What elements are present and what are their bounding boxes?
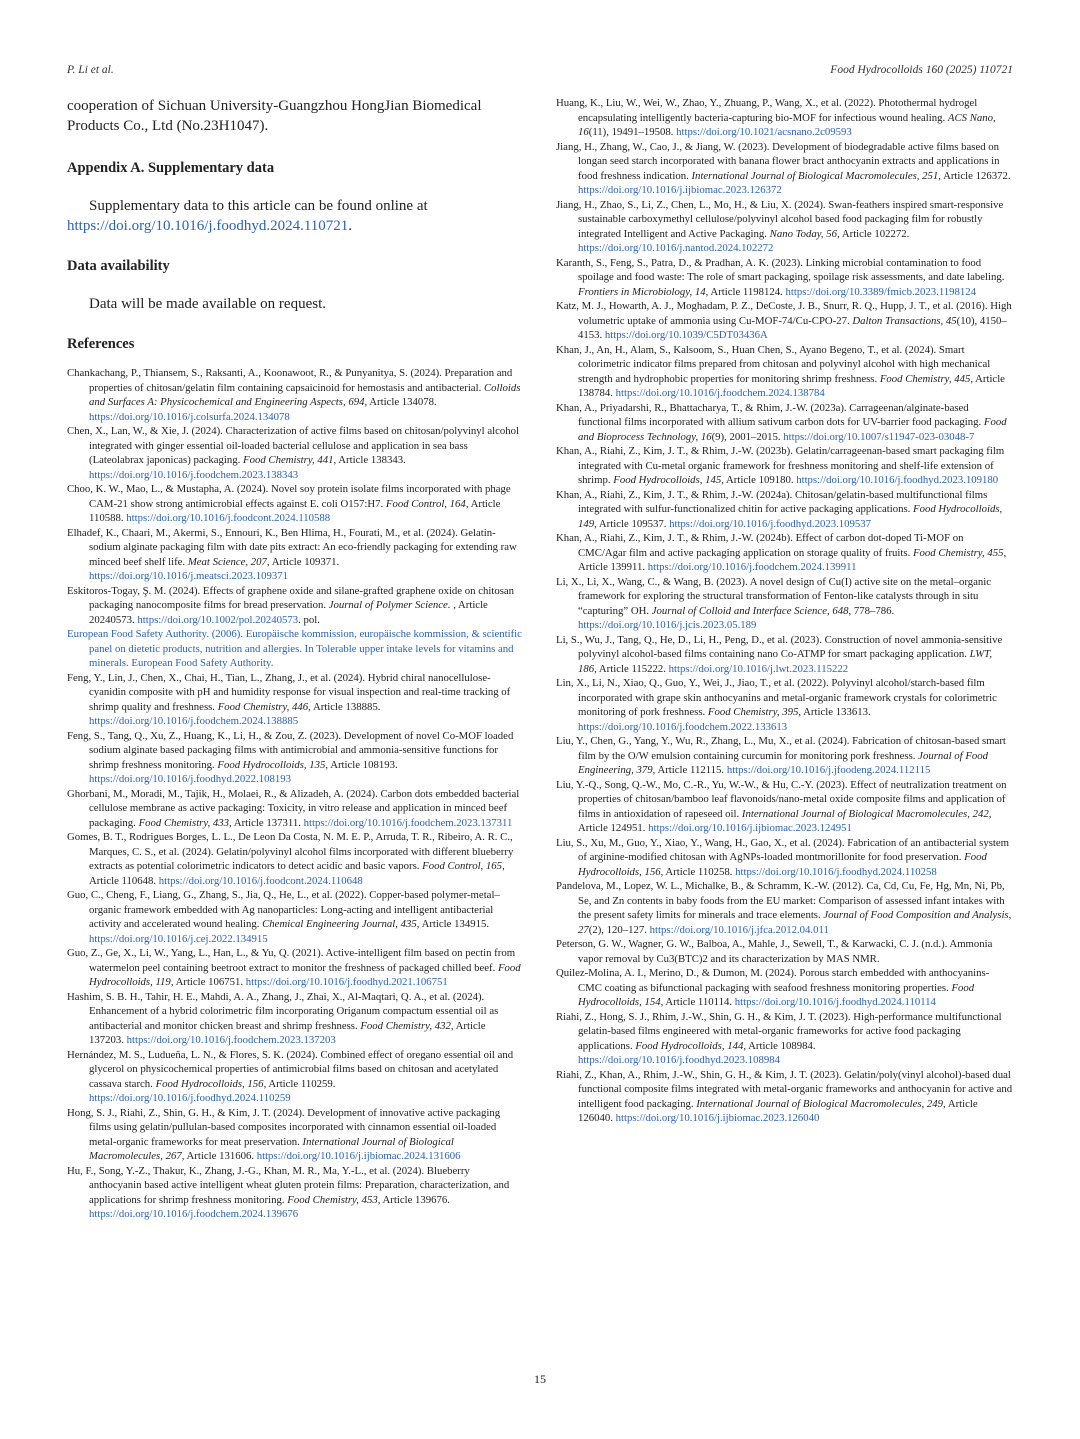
appendix-text-body: Supplementary data to this article can be found online at: [89, 198, 428, 214]
reference-item: [67, 787, 523, 831]
reference-item: [556, 256, 1013, 300]
reference-citation: , Article 109180.: [721, 474, 797, 486]
reference-journal: Food Hydrocolloids, 154: [578, 981, 975, 1008]
reference-text: Eskitoros-Togay, Ş. M. (2024). Effects of graphene oxide and silane-grafted graphene oxide on chitosan packaging nanocomposite films for bread preservation.: [67, 584, 515, 611]
reference-journal: Food Chemistry, 455: [912, 546, 1004, 559]
reference-journal: Nano Today, 56: [769, 227, 838, 240]
reference-doi-link[interactable]: https://doi.org/10.1016/j.cej.2022.134915: [89, 932, 268, 945]
reference-citation: , Article 115222.: [594, 662, 669, 675]
reference-doi-link[interactable]: https://doi.org/10.1016/j.foodchem.2024.138784: [615, 387, 825, 399]
reference-text: Hu, F., Song, Y.-Z., Thakur, K., Zhang, J.-G., Khan, M. R., Ma, Y.-L., et al. (2024). Blueberry anthocyanin based active intelligent wheat gluten protein films: Preparation, characterization, and applications for shrimp freshness monitoring.: [67, 1164, 510, 1206]
reference-journal: Food Chemistry, 453: [287, 1193, 378, 1206]
reference-item: [67, 424, 523, 482]
reference-item: [556, 343, 1013, 401]
left-column: [67, 96, 523, 1222]
reference-item: [556, 401, 1013, 445]
reference-text: Li, X., Li, X., Wang, C., & Wang, B. (2023). A novel design of Cu(I) active site on the metal–organic framework for exploring the structural transformation of Fenton-like catalysts through in situ “capturing” OH.: [556, 575, 992, 617]
reference-journal: Food Chemistry, 446: [217, 700, 309, 713]
reference-item: [67, 1164, 523, 1222]
reference-journal: Food Control, 164: [385, 497, 466, 510]
right-column: [556, 96, 1013, 1126]
reference-text: Khan, A., Priyadarshi, R., Bhattacharya, T., & Rhim, J.-W. (2023a). Carrageenan/alginate-based functional films incorporated with allium sativum carbon dots for UV-barrier food packaging.: [556, 401, 984, 428]
reference-journal: Dalton Transactions, 45: [852, 314, 957, 327]
reference-text: Liu, Y., Chen, G., Yang, Y., Wu, R., Zhang, L., Mu, X., et al. (2024). Fabrication of chitosan-based smart film by the O/W emulsion containing curcumin for monitoring pork freshness.: [556, 735, 1006, 762]
reference-item: [67, 729, 523, 787]
page-number: 15: [534, 1372, 546, 1386]
reference-journal: Food Chemistry, 432: [360, 1019, 451, 1032]
reference-journal: Journal of Food Composition and Analysis, 27: [578, 909, 1012, 936]
reference-citation: , Article 131606.: [181, 1150, 257, 1162]
appendix-text-tail: .: [348, 218, 353, 234]
reference-text: Elhadef, K., Chaari, M., Akermi, S., Ennouri, K., Ben Hlima, H., Fourati, M., et al. (2024). Gelatin-sodium alginate packaging film with date pits extract: An eco-friendly packaging for extending raw minced beef shelf life.: [67, 526, 517, 568]
reference-citation: , Article 126040.: [578, 1097, 978, 1124]
reference-item: [556, 575, 1013, 633]
reference-citation: , Article 108193.: [325, 758, 398, 771]
reference-journal: Journal of Polymer Science.: [328, 599, 451, 611]
reference-item: [556, 778, 1013, 836]
reference-doi-link[interactable]: https://doi.org/10.1016/j.foodhyd.2023.108984: [578, 1054, 780, 1066]
reference-citation: , Article 138784.: [578, 372, 1005, 399]
reference-text: Li, S., Wu, J., Tang, Q., He, D., Li, H., Peng, D., et al. (2023). Construction of novel ammonia-sensitive polyvinyl alcohol-based films containing nano Co-ATMP for smart packaging application.: [556, 633, 1003, 660]
reference-text: Karanth, S., Feng, S., Patra, D., & Pradhan, A. K. (2023). Linking microbial contamination to food spoilage and food waste: The role of smart packaging, spoilage risk assessments, and date labeling.: [556, 256, 1005, 283]
reference-item: [556, 140, 1013, 198]
reference-journal: LWT, 186: [578, 648, 993, 675]
reference-text: Guo, Z., Ge, X., Li, W., Yang, L., Han, L., & Yu, Q. (2021). Active-intelligent film based on pectin from watermelon peel containing beetroot extract to monitor the freshness of packaged chilled beef.: [67, 947, 516, 974]
reference-citation: , Article 106751.: [170, 976, 246, 988]
reference-doi-link[interactable]: https://doi.org/10.1016/j.foodhyd.2022.108193: [89, 773, 291, 785]
reference-item: [556, 96, 1013, 140]
reference-item: [556, 879, 1013, 937]
references-heading: References: [67, 336, 135, 352]
reference-doi-link[interactable]: https://doi.org/10.1016/j.foodhyd.2023.109537: [669, 517, 872, 530]
reference-item: [556, 1010, 1013, 1068]
reference-text: Khan, A., Riahi, Z., Kim, J. T., & Rhim, J.-W. (2023b). Gelatin/carrageenan-based smart packaging film integrated with Cu-metal organic framework for freshness monitoring and shelf-life extension of shrimp.: [556, 445, 1005, 486]
reference-doi-link[interactable]: https://doi.org/10.1016/j.foodcont.2024.110588: [126, 512, 331, 524]
reference-journal: Food Hydrocolloids, 119: [89, 961, 521, 988]
reference-list-right: [556, 96, 1013, 1126]
data-availability-heading: Data availability: [67, 258, 170, 274]
appendix-heading: Appendix A. Supplementary data: [67, 160, 275, 176]
reference-doi-link[interactable]: https://doi.org/10.1016/j.foodcont.2024.110648: [158, 874, 363, 887]
reference-text: Riahi, Z., Hong, S. J., Rhim, J.-W., Shin, G. H., & Kim, J. T. (2023). High-performance multifunctional gelatin-based films engineered with metal-organic frameworks for active food packaging applications.: [556, 1010, 1002, 1052]
reference-citation: , Article 124951.: [578, 807, 992, 834]
reference-citation: (11), 19491–19508.: [588, 126, 677, 138]
reference-item: [67, 1106, 523, 1164]
reference-item: [67, 946, 523, 990]
reference-citation: , Article 20240573.: [89, 599, 488, 626]
reference-citation: , Article 134915.: [416, 918, 490, 930]
reference-item: [67, 627, 523, 671]
reference-doi-link[interactable]: https://doi.org/10.1016/j.foodhyd.2024.110258: [735, 865, 937, 878]
reference-text: Peterson, G. W., Wagner, G. W., Balboa, A., Mahle, J., Sewell, T., & Karwacki, C. J. (n.d.). Ammonia vapor removal by Cu3(BTC)2 and its characterization by MAS NMR.: [556, 938, 993, 965]
reference-text: Pandelova, M., Lopez, W. L., Michalke, B., & Schramm, K.-W. (2012). Ca, Cd, Cu, Fe, Hg, Mn, Ni, Pb, Se, and Zn contents in baby foods from the EU market: Comparison of assessed infant intakes with the present safety limits for minerals and trace elements.: [556, 880, 1005, 921]
reference-item: [556, 299, 1013, 343]
reference-citation: , Article 139911.: [578, 546, 1007, 573]
reference-text: Chankachang, P., Thiansem, S., Raksanti, A., Koonawoot, R., & Punyanitya, S. (2024). Preparation and properties of chitosan/gelatin film containing capsaicinoid for hemostasis and antibacterial.: [67, 367, 513, 394]
reference-journal: Meat Science, 207: [187, 555, 267, 568]
reference-item: [556, 676, 1013, 734]
reference-journal: Food Hydrocolloids, 144: [635, 1039, 744, 1052]
reference-item: [67, 830, 523, 888]
funding-text: cooperation of Sichuan University-Guangzhou HongJian Biomedical Products Co., Ltd (No.23H1047).: [67, 98, 482, 134]
reference-text: Riahi, Z., Khan, A., Rhim, J.-W., Shin, G. H., & Kim, J. T. (2023). Gelatin/poly(vinyl alcohol)-based dual functional composite films integrated with metal-organic frameworks and anthocyanin for active and intelligent food packaging.: [556, 1068, 1013, 1110]
reference-citation: , Article 110588.: [89, 497, 501, 524]
reference-citation: , Article 134078.: [364, 396, 437, 408]
reference-text: Khan, A., Riahi, Z., Kim, J. T., & Rhim, J.-W. (2024b). Effect of carbon dot-doped Ti-MOF on CMC/Agar film and active packaging application on storage quality of fruits.: [556, 532, 964, 559]
reference-item: [556, 836, 1013, 880]
reference-doi-link[interactable]: https://doi.org/10.1016/j.jcis.2023.05.189: [578, 619, 757, 631]
reference-journal: Food Hydrocolloids, 145: [613, 474, 722, 486]
reference-text: Feng, S., Tang, Q., Xu, Z., Huang, K., Li, H., & Zou, Z. (2023). Development of novel Co-MOF loaded sodium alginate based packaging films with antimicrobial and ammonia-sensitive functions for shrimp freshness monitoring.: [67, 729, 514, 771]
reference-citation: , Article 137311.: [229, 816, 304, 829]
reference-doi-link[interactable]: https://doi.org/10.1016/j.foodhyd.2023.109180: [796, 474, 999, 486]
reference-journal: International Journal of Biological Macromolecules, 242: [741, 807, 989, 820]
reference-doi-link[interactable]: https://doi.org/10.1016/j.ijbiomac.2023.124951: [648, 822, 852, 834]
reference-citation: , Article 126372.: [938, 169, 1011, 182]
reference-citation: , Article 102272.: [837, 227, 910, 240]
reference-text: Katz, M. J., Howarth, A. J., Moghadam, P. Z., DeCoste, J. B., Snurr, R. Q., Hupp, J. T., et al. (2016). High volumetric uptake of ammonia using Cu-MOF-74/Cu-CPO-27.: [556, 300, 1012, 327]
reference-item: [556, 937, 1013, 966]
reference-doi-link[interactable]: https://doi.org/10.1007/s11947-023-03048-7: [783, 430, 975, 443]
reference-text[interactable]: European Food Safety Authority. (2006). Europäische kommission, europäische kommission, & scientific panel on dietetic products, nutrition and allergies. In Tolerable upper intake levels for vitamins and minerals. European Food Safety Authority.: [67, 628, 522, 669]
reference-text: Hashim, S. B. H., Tahir, H. E., Mahdi, A. A., Zhang, J., Zhai, X., Al-Maqtari, Q. A., et al. (2024). Enhancement of a hybrid colorimetric film incorporating Origanum compactum essential oil as antibacterial and monitor chicken breast and shrimp freshness.: [67, 990, 499, 1032]
reference-doi-link[interactable]: https://doi.org/10.1016/j.foodchem.2023.137203: [126, 1034, 336, 1046]
reference-journal: Chemical Engineering Journal, 435: [262, 918, 417, 930]
reference-citation: , Article 138885.: [308, 700, 381, 713]
reference-journal: Food Hydrocolloids, 149: [578, 503, 1003, 530]
reference-citation: , Article 133613.: [798, 706, 871, 718]
reference-doi-link[interactable]: https://doi.org/10.1016/j.ijbiomac.2023.126040: [615, 1112, 820, 1124]
reference-citation: (2), 120–127.: [588, 923, 650, 936]
reference-text: Jiang, H., Zhao, S., Li, Z., Chen, L., Mo, H., & Liu, X. (2024). Swan-feathers inspired smart-responsive sustainable carboxymethyl cellulose/polyvinyl alcohol based food packaging film for robustly integrated Intelligent and Active Packaging.: [556, 198, 1004, 240]
reference-doi-link[interactable]: https://doi.org/10.1016/j.foodchem.2024.138885: [89, 715, 299, 727]
reference-journal: Frontiers in Microbiology, 14: [578, 285, 706, 298]
reference-text: Khan, A., Riahi, Z., Kim, J. T., & Rhim, J.-W. (2024a). Chitosan/gelatin-based multifunctional films integrated with sulfur-functionalized chitin for active packaging applications.: [556, 488, 988, 515]
reference-citation: (9), 2001–2015.: [711, 430, 784, 443]
reference-doi-link[interactable]: https://doi.org/10.1016/j.foodhyd.2024.110259: [89, 1092, 291, 1104]
reference-doi-link[interactable]: https://doi.org/10.1016/j.foodhyd.2024.110114: [734, 996, 936, 1008]
reference-item: [556, 734, 1013, 778]
reference-journal: Colloids and Surfaces A: Physicochemical and Engineering Aspects, 694: [89, 381, 521, 408]
reference-citation: , Article 137203.: [89, 1019, 486, 1046]
reference-text: Khan, J., An, H., Alam, S., Kalsoom, S., Huan Chen, S., Ayano Begeno, T., et al. (2024). Smart colorimetric indicator films prepared from chitosan and polyvinyl alcohol with high mechanical strength and hydrophobic properties for monitoring shrimp freshness.: [556, 343, 991, 385]
header-journal-info: Food Hydrocolloids 160 (2025) 110721: [830, 64, 1013, 76]
reference-text: Hong, S. J., Riahi, Z., Shin, G. H., & Kim, J. T. (2024). Development of innovative active packaging films using gelatin/pullulan-based composites incorporated with cinnamon essential oil-loaded metal-organic frameworks for meat preservation.: [67, 1106, 501, 1148]
reference-citation: (10), 4150–4153.: [578, 314, 1007, 341]
reference-doi-link[interactable]: https://doi.org/10.1016/j.jfca.2012.04.011: [649, 923, 829, 936]
reference-citation: , 778–786.: [848, 604, 895, 617]
reference-item: [67, 990, 523, 1048]
reference-journal: International Journal of Biological Macromolecules, 249: [696, 1097, 944, 1110]
reference-text: Hernández, M. S., Ludueña, L. N., & Flores, S. K. (2024). Combined effect of oregano essential oil and glycerol on physicochemical properties of antimicrobial films based on chitosan and acetylated cassava starch.: [67, 1048, 514, 1090]
reference-citation: , Article 112115.: [652, 764, 727, 776]
reference-text: Choo, K. W., Mao, L., & Mustapha, A. (2024). Novel soy protein isolate films incorporated with phage CAM-21 show strong antimicrobial effects against E. coli O157:H7.: [67, 483, 511, 510]
reference-doi-link[interactable]: https://doi.org/10.1016/j.jfoodeng.2024.112115: [726, 764, 931, 776]
reference-citation: , Article 110648.: [89, 860, 505, 887]
reference-doi-link[interactable]: https://doi.org/10.1016/j.ijbiomac.2024.131606: [256, 1150, 461, 1162]
reference-text: Guo, C., Cheng, F., Liang, G., Zhang, S., Jia, Q., He, L., et al. (2022). Copper-based polymer-metal–organic framework embedded with Ag nanoparticles: Long-acting and intelligent antibacterial activity and accelerated wound healing.: [67, 889, 500, 930]
reference-journal: Food Hydrocolloids, 156: [578, 851, 987, 878]
reference-journal: ACS Nano, 16: [578, 111, 996, 138]
reference-citation: , Article 110259.: [263, 1077, 336, 1090]
reference-journal: Food Hydrocolloids, 135: [217, 758, 326, 771]
reference-journal: Food Hydrocolloids, 156: [155, 1077, 264, 1090]
reference-item: [556, 1068, 1013, 1126]
header-authors: P. Li et al.: [67, 64, 114, 76]
reference-citation: , Article 110114.: [660, 996, 735, 1008]
reference-doi-link[interactable]: https://doi.org/10.1039/C5DT03436A: [604, 329, 768, 341]
reference-citation: , Article 139676.: [377, 1193, 450, 1206]
reference-item: [67, 482, 523, 526]
reference-doi-link[interactable]: https://doi.org/10.1016/j.foodchem.2024.139676: [89, 1208, 299, 1220]
reference-doi-link[interactable]: https://doi.org/10.1021/acsnano.2c09593: [676, 126, 852, 138]
reference-text: Liu, S., Xu, M., Guo, Y., Xiao, Y., Wang, H., Gao, X., et al. (2024). Fabrication of an antibacterial system of arginine-modified chitosan with AgNPs-loaded montmorillonite for food preservation.: [556, 836, 1010, 863]
reference-journal: Journal of Colloid and Interface Science, 648: [651, 604, 849, 617]
reference-item: [67, 888, 523, 946]
reference-citation: , Article 108984.: [743, 1039, 816, 1052]
reference-item: [556, 198, 1013, 256]
reference-journal: Food Chemistry, 445: [879, 372, 971, 385]
reference-item: [67, 671, 523, 729]
reference-text: Liu, Y.-Q., Song, Q.-W., Mo, C.-R., Yu, W.-W., & Hu, C.-Y. (2023). Effect of neutralization treatment on properties of chitosan/bamboo leaf flavonoids/nano-metal oxide composite films and application of films in antioxidation of rapeseed oil.: [556, 778, 1007, 820]
reference-item: [67, 584, 523, 628]
reference-doi-link[interactable]: https://doi.org/10.1016/j.foodchem.2024.139911: [647, 561, 857, 573]
reference-doi-link[interactable]: https://doi.org/10.3389/fmicb.2023.1198124: [785, 285, 977, 298]
reference-item: [556, 966, 1013, 1010]
reference-text: Ghorbani, M., Moradi, M., Tajik, H., Molaei, R., & Alizadeh, A. (2024). Carbon dots embedded bacterial cellulose membrane as active packaging: Toxicity, in vitro release and application in minced beef packaging.: [67, 787, 520, 829]
reference-text: Jiang, H., Zhang, W., Cao, J., & Jiang, W. (2023). Development of biodegradable active films based on longan seed starch incorporated with banana flower bract anthocyanin extracts and applications in food freshness indication.: [556, 140, 1000, 182]
reference-doi-link[interactable]: https://doi.org/10.1016/j.foodchem.2023.138343: [89, 468, 299, 481]
reference-item: [556, 488, 1013, 532]
reference-text: Gomes, B. T., Rodrigues Borges, L. L., De Leon Da Costa, N. M. E. P., Arruda, T. R., Ribeiro, A. R. C., Marques, C. S., et al. (2024). Gelatin/polyvinyl alcohol films incorporated with different blueberry extracts as potential colorimetric indicators to detect acidic and basic vapors.: [67, 831, 514, 872]
reference-journal: Food Chemistry, 433: [138, 816, 230, 829]
reference-item: [556, 444, 1013, 488]
reference-journal: Food Control, 165: [422, 860, 503, 872]
reference-citation: , Article 138343.: [333, 454, 406, 466]
reference-text: Huang, K., Liu, W., Wei, W., Zhao, Y., Zhuang, P., Wang, X., et al. (2022). Photothermal hydrogel encapsulating intelligently bacteria-capturing bio-MOF for infectious wound healing.: [556, 97, 978, 124]
reference-doi-link[interactable]: https://doi.org/10.1016/j.meatsci.2023.109371: [89, 570, 288, 582]
reference-doi-link[interactable]: https://doi.org/10.1016/j.foodchem.2023.137311: [303, 816, 513, 829]
reference-citation: , Article 1198124.: [705, 285, 786, 298]
reference-journal: International Journal of Biological Macromolecules, 267: [89, 1135, 454, 1162]
reference-journal: Food Chemistry, 395: [707, 706, 799, 718]
reference-citation: , Article 109371.: [266, 555, 340, 568]
reference-item: [556, 633, 1013, 677]
supplementary-data-link[interactable]: https://doi.org/10.1016/j.foodhyd.2024.110721: [67, 218, 349, 234]
reference-item: [67, 526, 523, 584]
reference-item: [556, 531, 1013, 575]
reference-text: Chen, X., Lan, W., & Xie, J. (2024). Characterization of active films based on chitosan/polyvinyl alcohol integrated with ginger essential oil-loaded bacterial cellulose and application in sea bass (Lateolabrax japonicas) packaging.: [67, 425, 519, 466]
reference-doi-link[interactable]: https://doi.org/10.1016/j.nantod.2024.102272: [578, 242, 774, 254]
reference-text: Lin, X., Li, N., Xiao, Q., Guo, Y., Wei, J., Jiao, T., et al. (2022). Polyvinyl alcohol/starch-based film incorporated with grape skin anthocyanins and metal-organic framework crystals for colorimetric monitoring of pork freshness.: [556, 677, 997, 718]
reference-text: Quilez-Molina, A. I., Merino, D., & Dumon, M. (2024). Porous starch embedded with anthocyanins-CMC coating as bifunctional packaging with seafood freshness monitoring properties.: [556, 967, 990, 994]
reference-text: Feng, Y., Lin, J., Chen, X., Chai, H., Tian, L., Zhang, J., et al. (2024). Hybrid chiral nanocellulose-cyanidin composite with pH and humidity response for visual inspection and real-time tracking of shrimp quality and freshness.: [67, 671, 511, 713]
reference-citation: , Article 110258.: [660, 865, 736, 878]
reference-doi-link[interactable]: https://doi.org/10.1002/pol.20240573: [137, 613, 299, 626]
appendix-text: [67, 196, 523, 236]
reference-tail: . pol.: [298, 613, 320, 626]
reference-journal: Food Chemistry, 441: [243, 454, 334, 466]
reference-journal: International Journal of Biological Macromolecules, 251: [691, 169, 939, 182]
reference-doi-link[interactable]: https://doi.org/10.1016/j.ijbiomac.2023.126372: [578, 184, 782, 196]
reference-journal: Food and Bioprocess Technology, 16: [578, 416, 1007, 443]
reference-doi-link[interactable]: https://doi.org/10.1016/j.foodchem.2022.133613: [578, 720, 788, 733]
data-availability-text: Data will be made available on request.: [89, 296, 326, 312]
reference-doi-link[interactable]: https://doi.org/10.1016/j.foodhyd.2021.106751: [245, 976, 448, 988]
reference-doi-link[interactable]: https://doi.org/10.1016/j.colsurfa.2024.134078: [89, 410, 290, 423]
reference-item: [67, 1048, 523, 1106]
reference-list-left: [67, 366, 523, 1222]
reference-journal: Journal of Food Engineering, 379: [578, 749, 989, 776]
reference-doi-link[interactable]: https://doi.org/10.1016/j.lwt.2023.115222: [668, 662, 849, 675]
reference-item: [67, 366, 523, 424]
reference-citation: , Article 109537.: [594, 517, 670, 530]
